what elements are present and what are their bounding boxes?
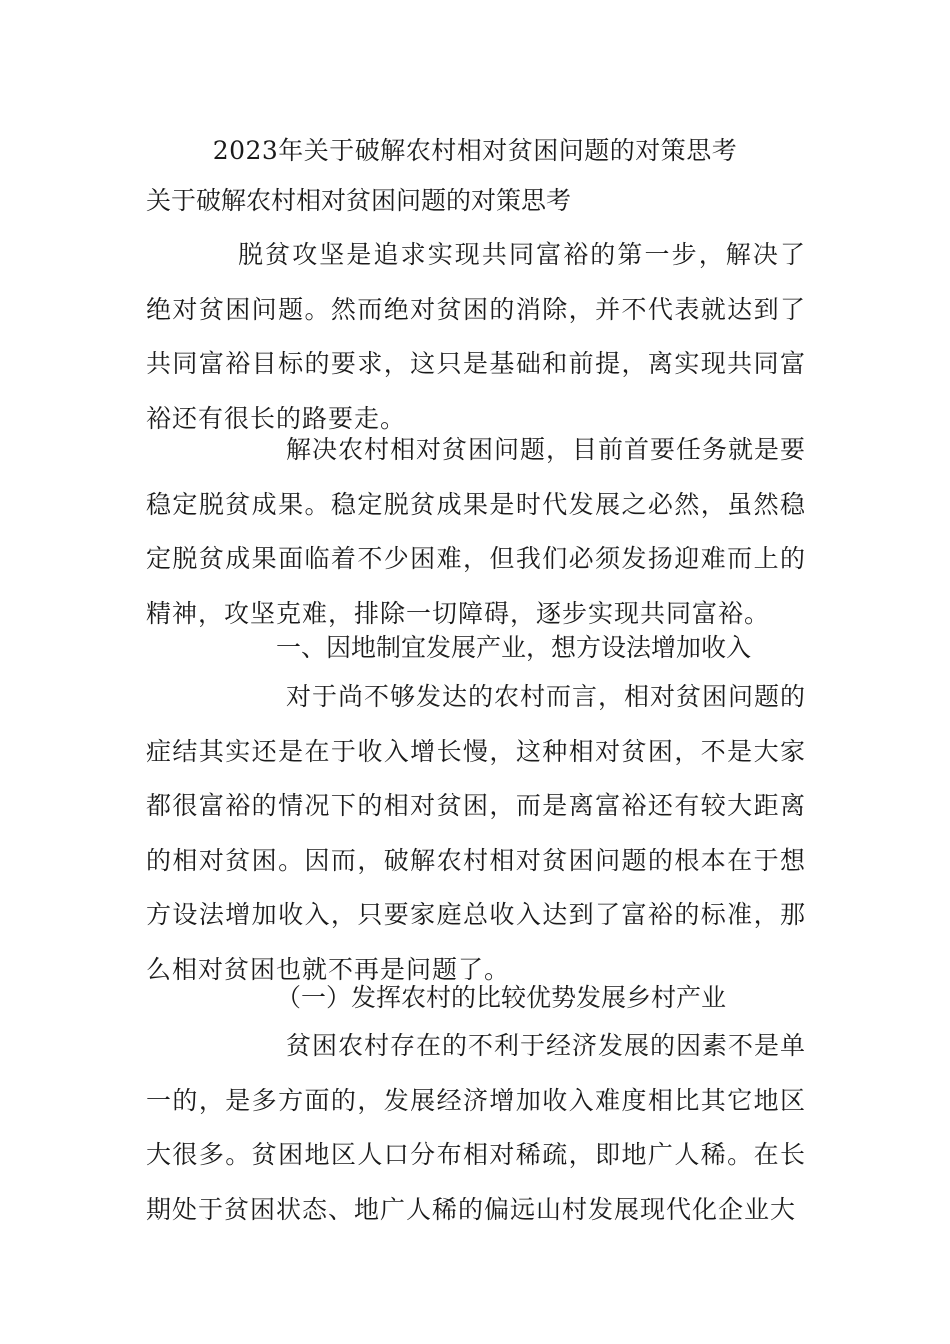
document-subtitle: 关于破解农村相对贫困问题的对策思考 [146,186,572,215]
paragraph-3: 对于尚不够发达的农村而言，相对贫困问题的症结其实还是在于收入增长慢，这种相对贫困，不是大家都很富裕的情况下的相对贫困，而是离富裕还有较大距离的相对贫困。因而，破解农村相对贫困问题的根本在于想方设法增加收入，只要家庭总收入达到了富裕的标准，那么相对贫困也就不再是问题了。 [146,682,807,984]
paragraph-4: 贫困农村存在的不利于经济发展的因素不是单一的，是多方面的，发展经济增加收入难度相比其它地区大很多。贫困地区人口分布相对稀疏，即地广人稀。在长期处于贫困状态、地广人稀的偏远山村发展现代化企业大 [146,1031,807,1224]
section-heading-2: （一）发挥农村的比较优势发展乡村产业 [276,983,727,1012]
document-title: 2023年关于破解农村相对贫困问题的对策思考 [212,136,738,165]
section-heading-1: 一、因地制宜发展产业，想方设法增加收入 [276,633,752,662]
paragraph-2: 解决农村相对贫困问题，目前首要任务就是要稳定脱贫成果。稳定脱贫成果是时代发展之必然，虽然稳定脱贫成果面临着不少困难，但我们必须发扬迎难而上的精神，攻坚克难，排除一切障碍，逐步实现共同富裕。 [146,435,807,628]
paragraph-1: 脱贫攻坚是追求实现共同富裕的第一步，解决了绝对贫困问题。然而绝对贫困的消除，并不代表就达到了共同富裕目标的要求，这只是基础和前提，离实现共同富裕还有很长的路要走。 [146,240,806,433]
